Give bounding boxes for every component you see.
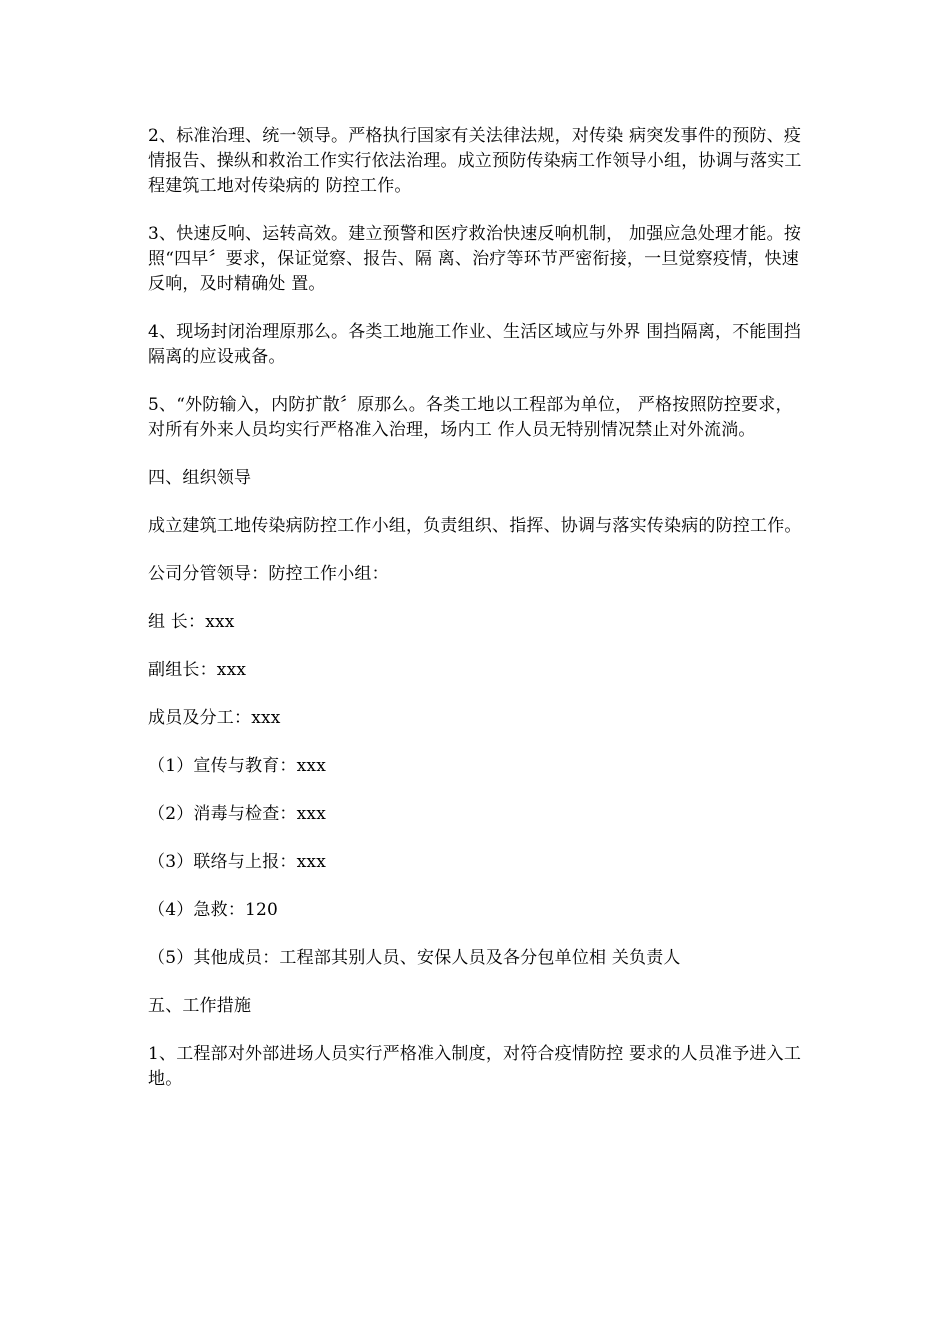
paragraph-leadership: 公司分管领导：防控工作小组： bbox=[148, 564, 389, 584]
list-item-first-aid: （4）急救：120 bbox=[148, 900, 279, 920]
paragraph-measure-1: 1、工程部对外部进场人员实行严格准入制度，对符合疫情防控 要求的人员准予进入工地。 bbox=[148, 1044, 802, 1089]
paragraph-group-leader: 组 长：xxx bbox=[148, 612, 235, 632]
paragraph-principle-3: 3、快速反响、运转高效。建立预警和医疗救治快速反响机制， 加强应急处理才能。按照“四早〞要求，保证觉察、报告、隔 离、治疗等环节严密衔接，一旦觉察疫情，快速反响，及时精确处 置。 bbox=[148, 224, 802, 294]
section-heading-measures: 五、工作措施 bbox=[148, 996, 252, 1016]
paragraph-deputy-leader: 副组长：xxx bbox=[148, 660, 247, 680]
section-heading-organization: 四、组织领导 bbox=[148, 468, 252, 488]
paragraph-organization-intro: 成立建筑工地传染病防控工作小组，负责组织、指挥、协调与落实传染病的防控工作。 bbox=[148, 516, 802, 536]
paragraph-principle-2: 2、标准治理、统一领导。严格执行国家有关法律法规，对传染 病突发事件的预防、疫情报告、操纵和救治工作实行依法治理。成立预防传染病工作领导小组，协调与落实工程建筑工地对传染病的 防控工作。 bbox=[148, 126, 802, 196]
list-item-disinfection: （2）消毒与检查：xxx bbox=[148, 804, 326, 824]
paragraph-principle-5: 5、“外防输入，内防扩散〞原那么。各类工地以工程部为单位， 严格按照防控要求，对所有外来人员均实行严格准入治理，场内工 作人员无特别情况禁止对外流淌。 bbox=[148, 395, 793, 440]
list-item-liaison: （3）联络与上报：xxx bbox=[148, 852, 326, 872]
document-page bbox=[148, 124, 803, 1115]
list-item-publicity: （1）宣传与教育：xxx bbox=[148, 756, 326, 776]
paragraph-principle-4: 4、现场封闭治理原那么。各类工地施工作业、生活区域应与外界 围挡隔离，不能围挡隔离的应设戒备。 bbox=[148, 322, 802, 367]
list-item-other-members: （5）其他成员：工程部其别人员、安保人员及各分包单位相 关负责人 bbox=[148, 948, 681, 968]
paragraph-members: 成员及分工：xxx bbox=[148, 708, 281, 728]
